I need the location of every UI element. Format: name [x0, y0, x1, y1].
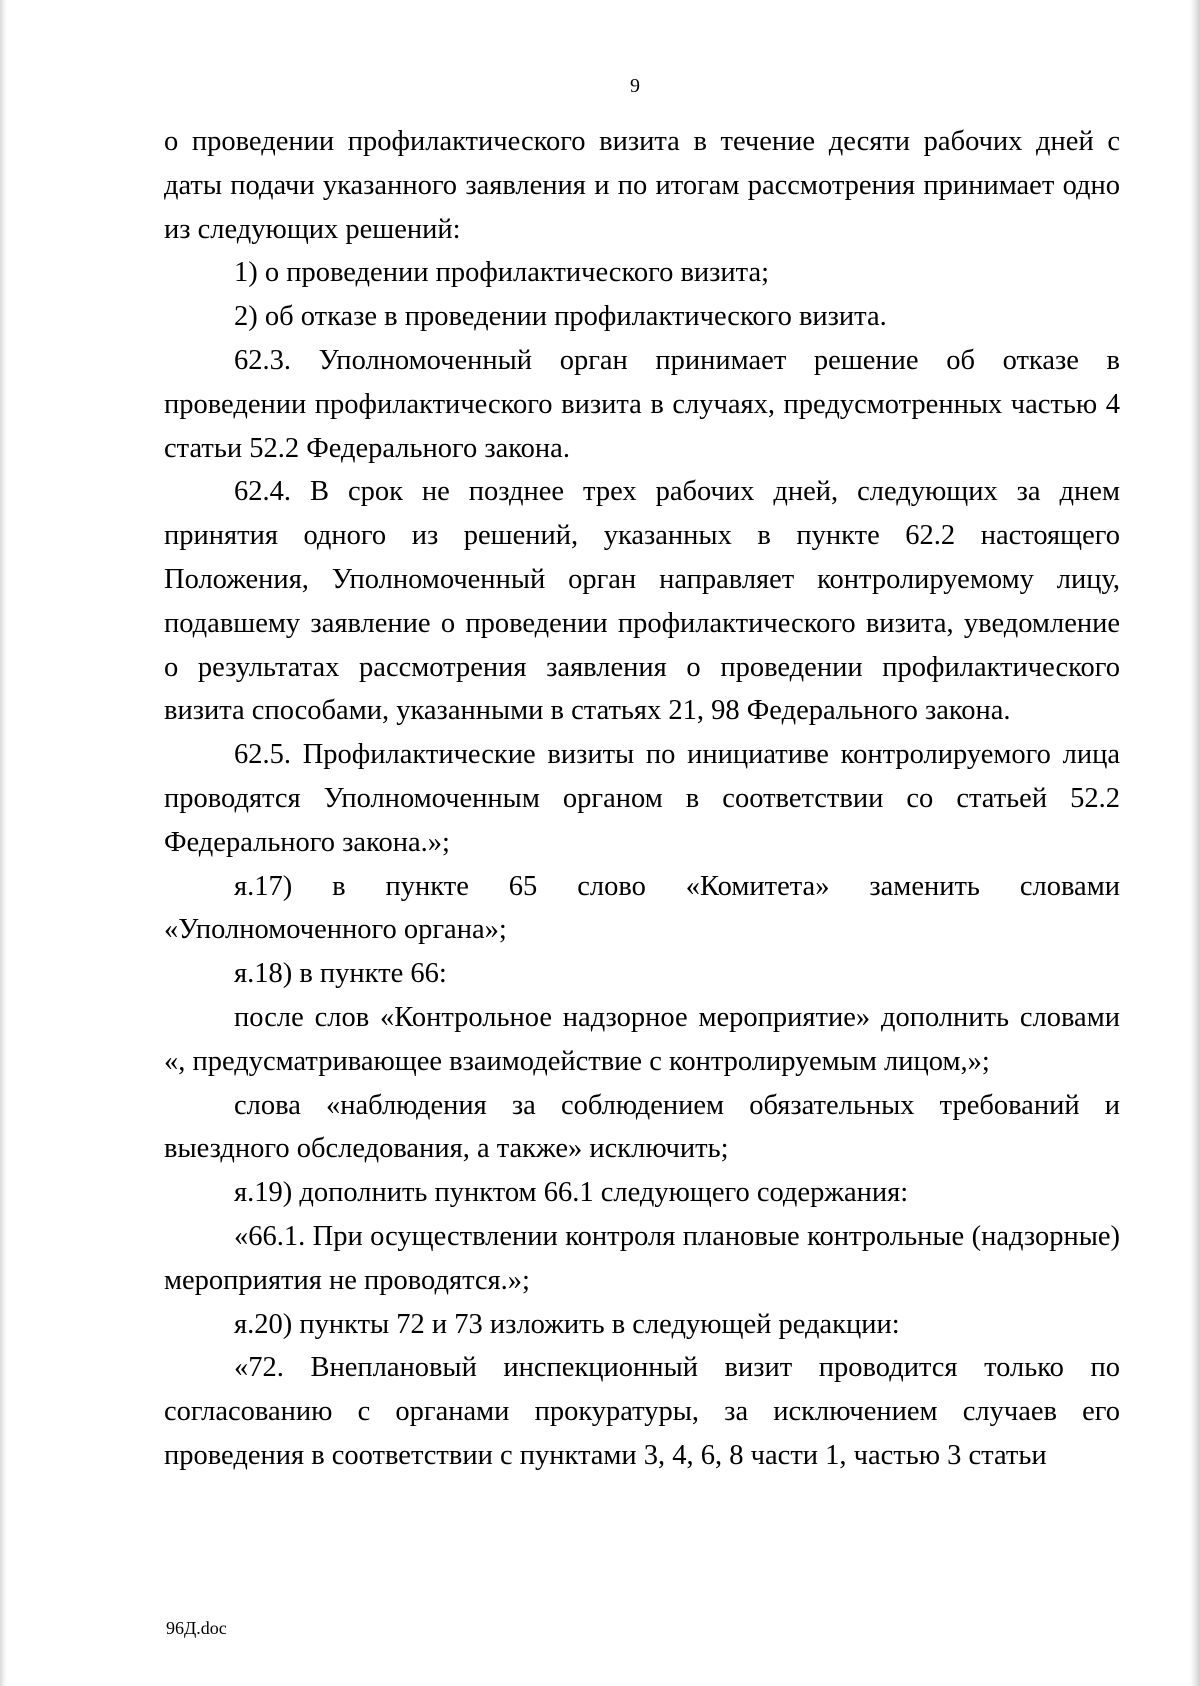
paragraph: 1) о проведении профилактического визита; [234, 257, 770, 289]
paragraph: 62.3. Уполномоченный орган принимает решение об отказе в проведении профилактического визита в случаях, предусмотренных частью 4 статьи 52.2 Федерального закона. [164, 344, 1120, 464]
paragraph: 2) об отказе в проведении профилактического визита. [234, 301, 887, 333]
paragraph: слова «наблюдения за соблюдением обязательных требований и выездного обследования, а также» исключить; [164, 1089, 1120, 1165]
scan-edge-left [0, 0, 7, 1686]
page-number: 9 [630, 75, 640, 97]
paragraph: я.19) дополнить пунктом 66.1 следующего содержания: [234, 1177, 909, 1209]
paragraph: 62.4. В срок не позднее трех рабочих дней, следующих за днем принятия одного из решений, указанных в пункте 62.2 настоящего Положения, Уполномоченный орган направляет контролируемому лицу, подавшему заявление о проведении профилактического визита, уведомление о результатах рассмотрения заявления о проведении профилактического визита способами, указанными в статьях 21, 98 Федерального закона. [164, 476, 1120, 727]
paragraph: я.20) пункты 72 и 73 изложить в следующей редакции: [234, 1308, 900, 1340]
paragraph: после слов «Контрольное надзорное мероприятие» дополнить словами «, предусматривающее взаимодействие с контролируемым лицом,»; [164, 1001, 1120, 1077]
scan-edge-right [1190, 0, 1200, 1686]
document-body [164, 120, 1120, 1478]
paragraph: «66.1. При осуществлении контроля плановые контрольные (надзорные) мероприятия не проводятся.»; [164, 1220, 1120, 1296]
file-name-footer: 96Д.doc [166, 1618, 227, 1638]
paragraph: 62.5. Профилактические визиты по инициативе контролируемого лица проводятся Уполномоченным органом в соответствии со статьей 52.2 Федерального закона.»; [164, 739, 1120, 858]
paragraph: «72. Внеплановый инспекционный визит проводится только по согласованию с органами прокуратуры, за исключением случаев его проведения в соответствии с пунктами 3, 4, 6, 8 части 1, частью 3 статьи [164, 1352, 1120, 1471]
paragraph: я.17) в пункте 65 слово «Комитета» заменить словами «Уполномоченного органа»; [164, 870, 1120, 946]
paragraph: я.18) в пункте 66: [234, 958, 447, 990]
paragraph: о проведении профилактического визита в течение десяти рабочих дней с даты подачи указанного заявления и по итогам рассмотрения принимает одно из следующих решений: [164, 126, 1120, 245]
